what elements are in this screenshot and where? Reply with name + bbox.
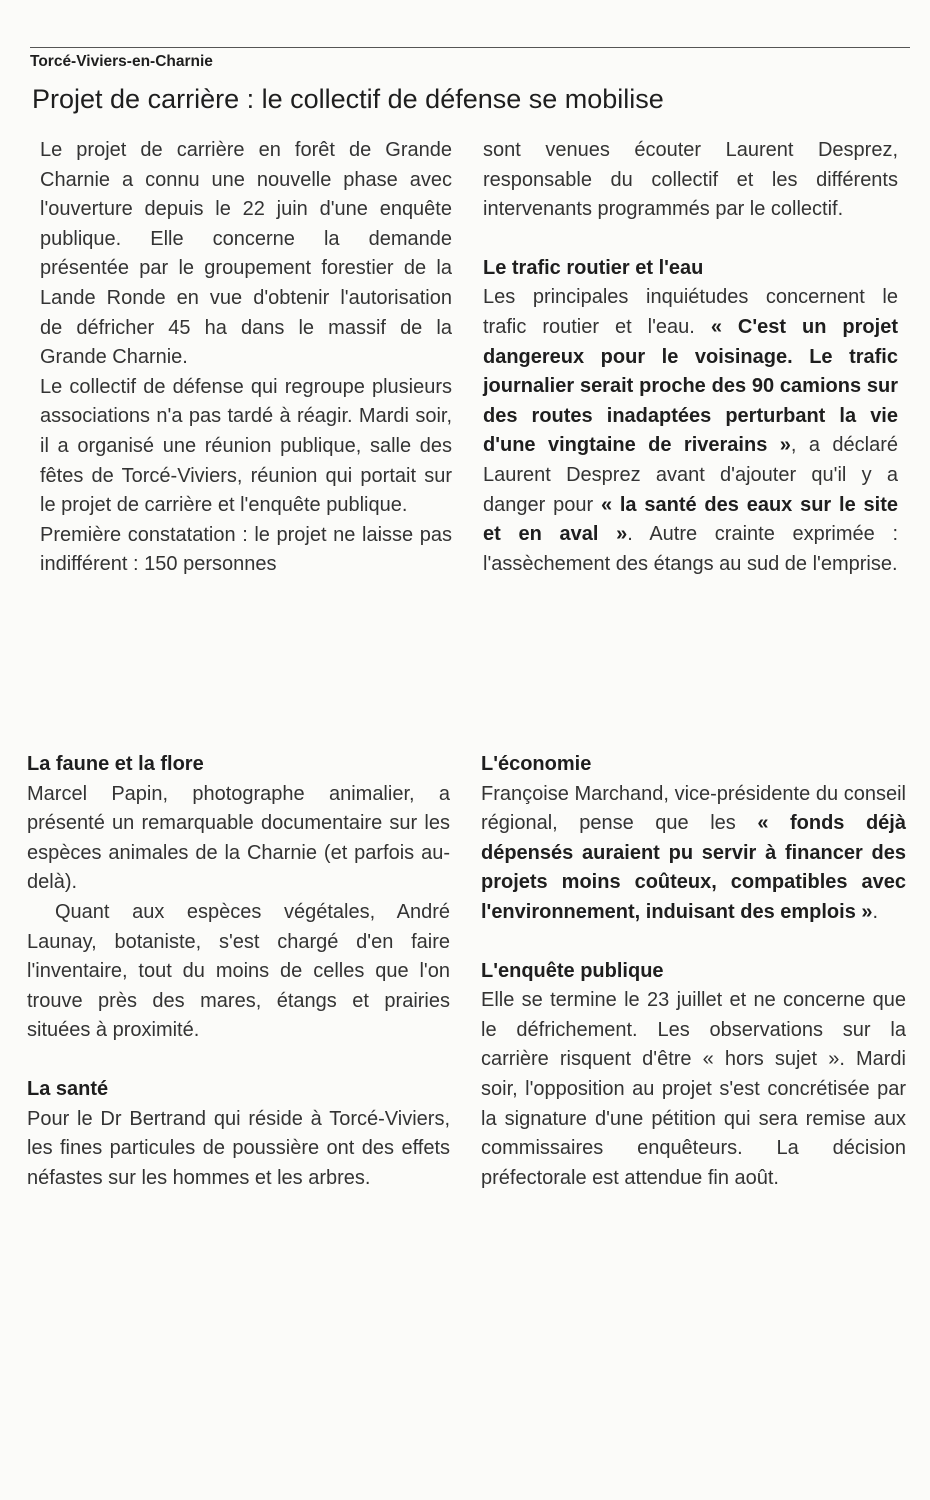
faune-paragraph-2: Quant aux espèces végétales, André Launay, botaniste, s'est chargé d'en faire l'inventaire, tout du moins de celles que l'on trouve près des mares, étangs et prairies situées à proximité. bbox=[27, 900, 450, 1042]
section-heading-trafic: Le trafic routier et l'eau bbox=[483, 256, 704, 279]
column-2 bbox=[483, 136, 898, 579]
intro-paragraph-1: Le projet de carrière en forêt de Grande Charnie a connu une nouvelle phase avec l'ouverture depuis le 22 juin d'une enquête publique. Elle concerne la demande présentée par le groupement forestier de la Lande Ronde en vue d'obtenir l'autorisation de défricher 45 ha dans le massif de la Grande Charnie. bbox=[40, 139, 452, 369]
trafic-text-3: . Autre crainte exprimée : l'assèchement des étangs au sud de l'emprise. bbox=[483, 523, 899, 575]
trafic-paragraph bbox=[483, 283, 898, 579]
intro-paragraph-2: Le collectif de défense qui regroupe plusieurs associations n'a pas tardé à réagir. Mardi soir, il a organisé une réunion publique, salle des fêtes de Torcé-Viviers, réunion qui portait sur le projet de carrière et l'enquête publique. bbox=[40, 375, 452, 517]
section-heading-faune: La faune et la flore bbox=[27, 753, 204, 775]
intro-paragraph-3-continued: sont venues écouter Laurent Desprez, responsable du collectif et les différents intervenants programmés par le collectif. bbox=[483, 139, 898, 221]
faune-paragraph-1: Marcel Papin, photographe animalier, a présenté un remarquable documentaire sur les espèces animales de la Charnie (et parfois au-delà). bbox=[27, 782, 450, 894]
column-4 bbox=[481, 750, 906, 1193]
economie-text-2: . bbox=[872, 900, 879, 923]
column-3 bbox=[27, 750, 450, 1193]
section-heading-sante: La santé bbox=[27, 1077, 109, 1100]
headline: Projet de carrière : le collectif de défense se mobilise bbox=[32, 84, 664, 114]
economie-quote: « fonds déjà dépensés auraient pu servir à financer des projets moins coûteux, compatibles avec l'environnement, induisant des emplois » bbox=[481, 812, 906, 923]
column-1 bbox=[40, 136, 452, 580]
trafic-quote-2: « la santé des eaux sur le site et en aval » bbox=[483, 493, 898, 546]
kicker-location: Torcé-Viviers-en-Charnie bbox=[30, 53, 213, 70]
economie-paragraph bbox=[481, 780, 906, 928]
top-rule bbox=[30, 47, 910, 48]
trafic-quote-1: « C'est un projet dangereux pour le voisinage. Le trafic journalier serait proche des 90 camions sur des routes inadaptées perturbant la vie d'une vingtaine de riverains » bbox=[483, 315, 898, 457]
sante-paragraph: Pour le Dr Bertrand qui réside à Torcé-Viviers, les fines particules de poussière ont des effets néfastes sur les hommes et les arbres. bbox=[27, 1107, 450, 1189]
section-heading-economie: L'économie bbox=[481, 753, 592, 775]
intro-paragraph-3: Première constatation : le projet ne laisse pas indifférent : 150 personnes bbox=[40, 523, 452, 576]
trafic-text-2: , a déclaré Laurent Desprez avant d'ajouter qu'il y a danger pour bbox=[483, 434, 898, 516]
section-heading-enquete: L'enquête publique bbox=[481, 959, 664, 982]
economie-text-1: Françoise Marchand, vice-présidente du conseil régional, pense que les bbox=[481, 782, 906, 835]
trafic-text-1: Les principales inquiétudes concernent le trafic routier et l'eau. bbox=[483, 286, 898, 338]
enquete-paragraph: Elle se termine le 23 juillet et ne concerne que le défrichement. Les observations sur la carrière risquent d'être « hors sujet ». Mardi soir, l'opposition au projet s'est concrétisée par la signature d'une pétition qui sera remise aux commissaires enquêteurs. La décision préfectorale est attendue fin août. bbox=[481, 989, 906, 1189]
